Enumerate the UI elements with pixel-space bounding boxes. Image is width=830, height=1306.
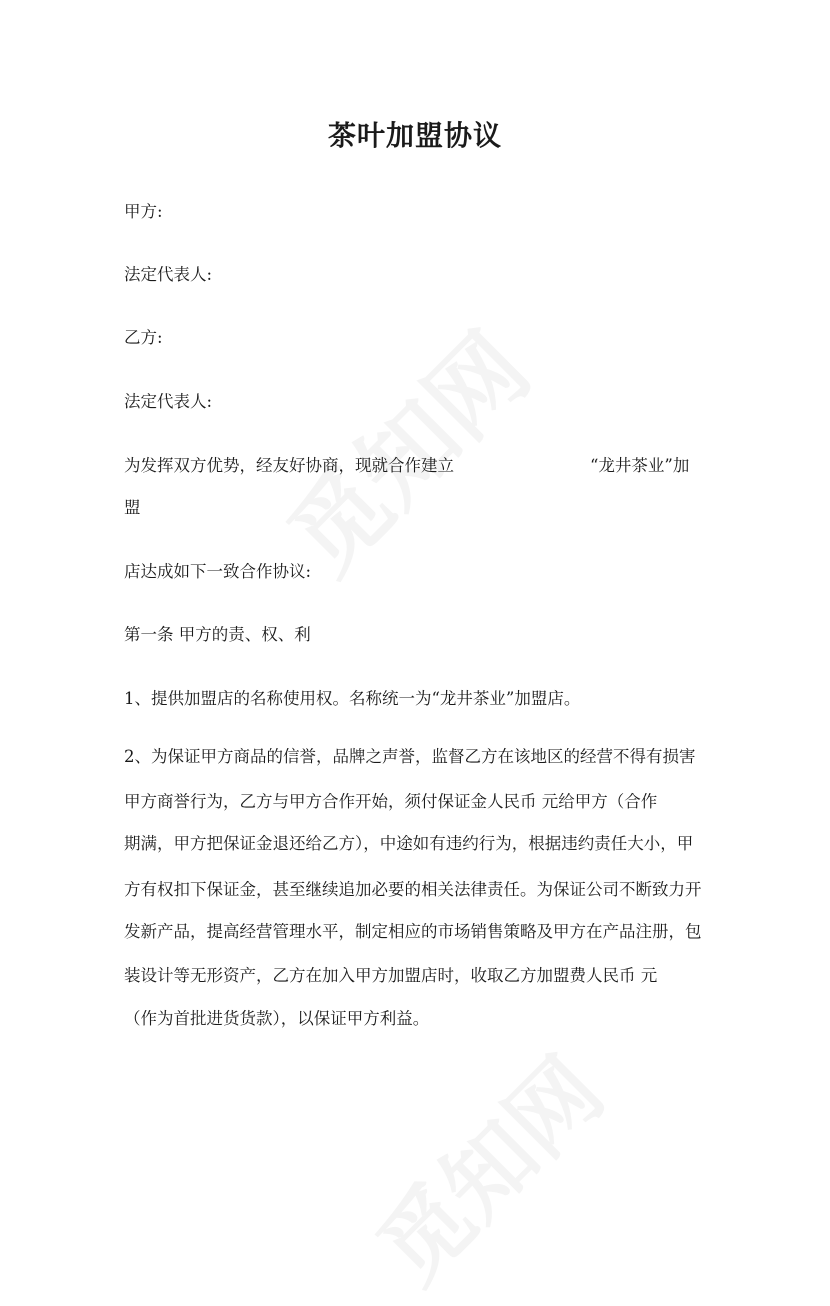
clause-2-line: 装设计等无形资产，乙方在加入甲方加盟店时，收取乙方加盟费人民币 元 (124, 966, 658, 985)
clause-2-line: 方有权扣下保证金，甚至继续追加必要的相关法律责任。为保证公司不断致力开 (124, 880, 702, 899)
clause-2-line: 期满，甲方把保证金退还给乙方），中途如有违约行为，根据违约责任大小，甲 (124, 834, 694, 853)
party-a-representative-label: 法定代表人: (124, 265, 213, 284)
clause-2-line: （作为首批进货货款），以保证甲方利益。 (124, 1009, 430, 1028)
party-a-label: 甲方: (124, 202, 163, 221)
article-heading: 第一条 甲方的责、权、利 (124, 625, 311, 644)
watermark (254, 298, 555, 599)
document-title: 茶叶加盟协议 (327, 119, 502, 152)
clause-1: 1、提供加盟店的名称使用权。名称统一为“龙井茶业”加盟店。 (124, 689, 581, 708)
party-b-label: 乙方: (124, 328, 163, 347)
watermark (344, 1024, 627, 1306)
clause-2-line: 发新产品，提高经营管理水平，制定相应的市场销售策略及甲方在产品注册，包 (124, 922, 702, 941)
party-b-representative-label: 法定代表人: (124, 392, 213, 411)
intro-text-final: 店达成如下一致合作协议: (124, 562, 312, 581)
clause-2-line: 2、为保证甲方商品的信誉，品牌之声誉，监督乙方在该地区的经营不得有损害 (124, 747, 696, 766)
intro-text: 为发挥双方优势，经友好协商，现就合作建立 (124, 456, 454, 475)
clause-2-line: 甲方商誉行为，乙方与甲方合作开始，须付保证金人民币 元给甲方（合作 (124, 792, 658, 811)
intro-text-continued: 盟 (124, 498, 141, 517)
intro-brand-text: “龙井茶业”加 (590, 456, 690, 475)
